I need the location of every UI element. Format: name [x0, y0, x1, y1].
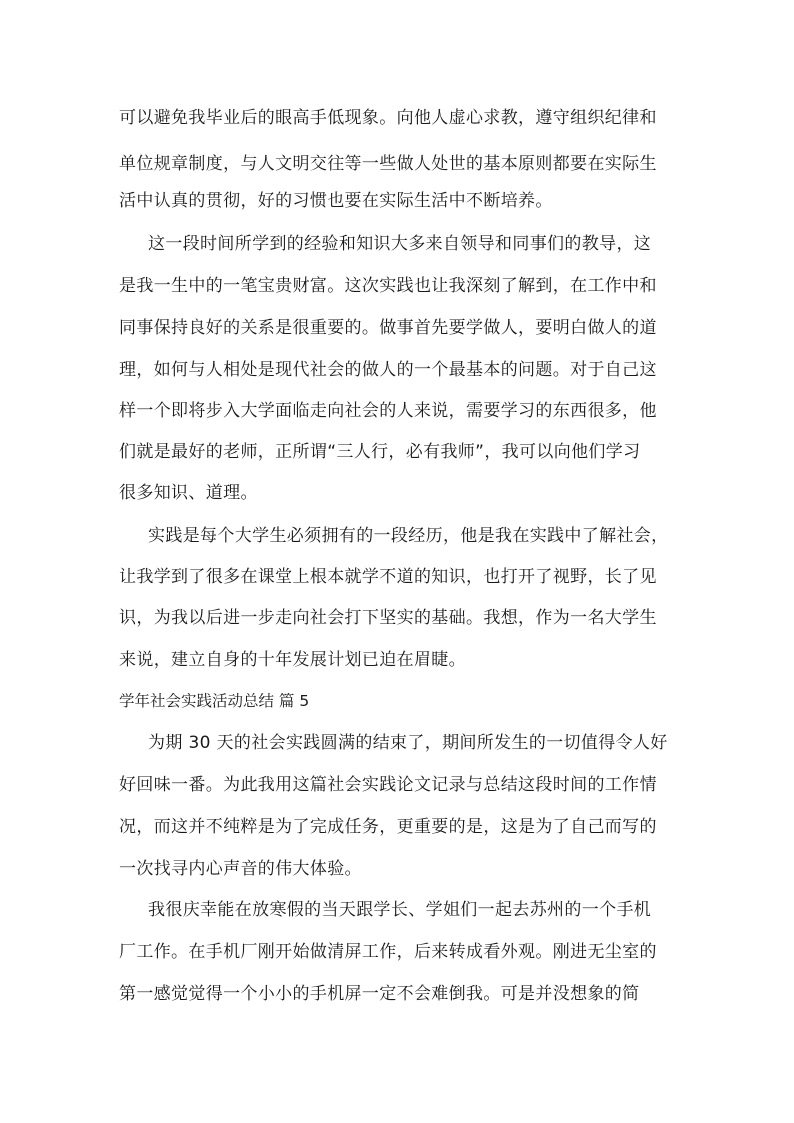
paragraph-line: 第一感觉觉得一个小小的手机屏一定不会难倒我。可是并没想象的简 — [119, 984, 640, 1004]
paragraph-line: 是我一生中的一笔宝贵财富。这次实践也让我深刻了解到，在工作中和 — [119, 276, 657, 296]
paragraph-line: 识，为我以后进一步走向社会打下坚实的基础。我想，作为一名大学生 — [119, 608, 657, 628]
paragraph-line: 好回味一番。为此我用这篇社会实践论文记录与总结这段时间的工作情 — [119, 775, 657, 795]
paragraph-line: 这一段时间所学到的经验和知识大多来自领导和同事们的教导，这 — [148, 234, 652, 254]
paragraph-line: 厂工作。在手机厂刚开始做清屏工作，后来转成看外观。刚进无尘室的 — [119, 942, 657, 962]
paragraph-line: 来说，建立自身的十年发展计划已迫在眉睫。 — [119, 650, 466, 670]
paragraph-line: 同事保持良好的关系是很重要的。做事首先要学做人，要明白做人的道 — [119, 318, 657, 338]
paragraph-line: 单位规章制度，与人文明交往等一些做人处世的基本原则都要在实际生 — [119, 154, 657, 174]
paragraph-line: 让我学到了很多在课堂上根本就学不道的知识，也打开了视野，长了见 — [119, 567, 657, 587]
paragraph-line: 实践是每个大学生必须拥有的一段经历，他是我在实践中了解社会， — [148, 526, 669, 546]
paragraph-line: 们就是最好的老师，正所谓“三人行，必有我师”，我可以向他们学习 — [119, 442, 641, 462]
paragraph-line: 很多知识、道理。 — [119, 483, 258, 503]
paragraph-line: 样一个即将步入大学面临走向社会的人来说，需要学习的东西很多，他 — [119, 401, 657, 421]
paragraph-line: 理，如何与人相处是现代社会的做人的一个最基本的问题。对于自己这 — [119, 360, 657, 380]
paragraph-line: 活中认真的贯彻，好的习惯也要在实际生活中不断培养。 — [119, 191, 553, 211]
section-heading: 学年社会实践活动总结 篇 5 — [119, 692, 310, 710]
paragraph-line: 我很庆幸能在放寒假的当天跟学长、学姐们一起去苏州的一个手机 — [148, 900, 652, 920]
paragraph-line: 况，而这并不纯粹是为了完成任务，更重要的是，这是为了自己而写的 — [119, 817, 657, 837]
paragraph-line: 一次找寻内心声音的伟大体验。 — [119, 859, 362, 879]
paragraph-line: 可以避免我毕业后的眼高手低现象。向他人虚心求教，遵守组织纪律和 — [119, 108, 657, 128]
paragraph-line: 为期 30 天的社会实践圆满的结束了，期间所发生的一切值得令人好 — [148, 733, 668, 753]
